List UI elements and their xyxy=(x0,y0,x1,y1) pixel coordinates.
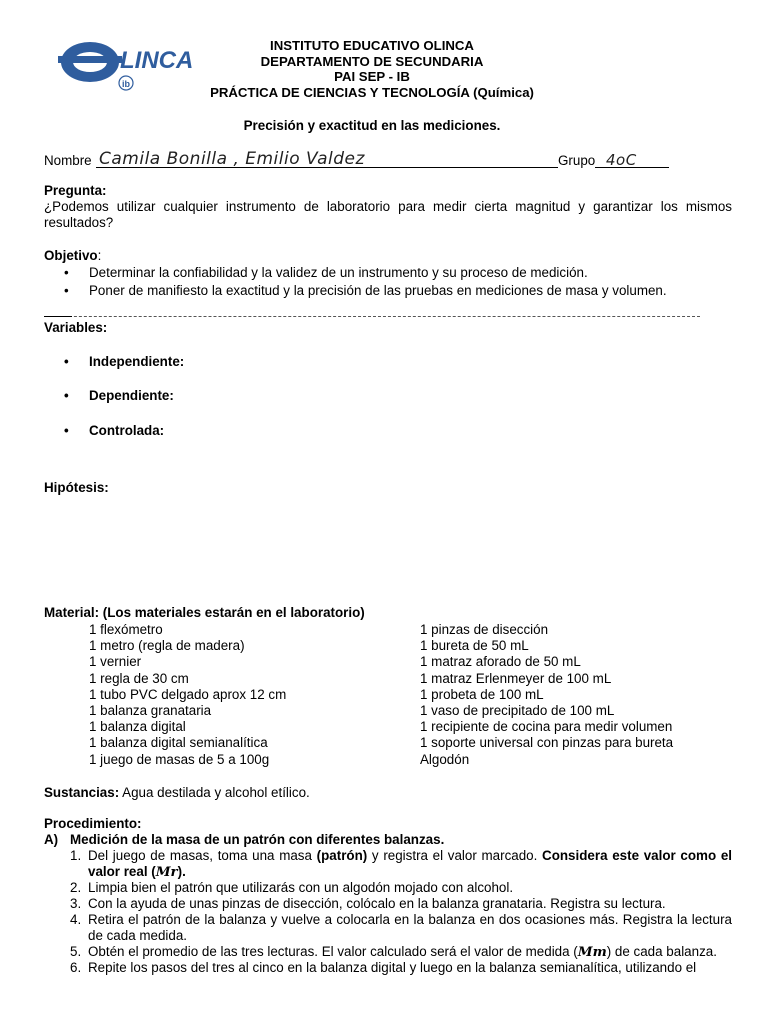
step-number: 4. xyxy=(70,912,82,927)
institute-name: INSTITUTO EDUCATIVO OLINCA xyxy=(270,38,474,53)
procedimiento-step xyxy=(44,880,732,896)
variables-section xyxy=(44,320,732,336)
variable-controlada-row xyxy=(44,422,732,440)
material-item: 1 recipiente de cocina para medir volumen xyxy=(420,719,673,735)
nombre-handwritten: Camila Bonilla , Emilio Valdez xyxy=(99,149,365,169)
grupo-handwritten: 4oC xyxy=(606,151,637,169)
material-item: 1 regla de 30 cm xyxy=(89,670,189,686)
material-item: 1 balanza digital xyxy=(89,719,186,735)
material-list-right xyxy=(420,622,740,768)
material-item: 1 bureta de 50 mL xyxy=(420,638,529,654)
material-item: 1 balanza digital semianalítica xyxy=(89,735,268,751)
variable-dependiente-row xyxy=(44,387,732,405)
pregunta-section xyxy=(44,183,732,231)
step-text-bold: Considera este valor como el valor real ( xyxy=(88,848,732,879)
step-number: 2. xyxy=(70,880,82,895)
step-symbol: Mm xyxy=(577,944,607,960)
sustancias-text: Agua destilada y alcohol etílico. xyxy=(119,785,310,800)
material-item: 1 vaso de precipitado de 100 mL xyxy=(420,703,615,719)
step-text-bold: (patrón) xyxy=(316,848,368,863)
document-header xyxy=(180,38,564,100)
program-name: PAI SEP - IB xyxy=(334,69,410,84)
step-number: 3. xyxy=(70,896,82,911)
step-text: Del juego de masas, toma una masa xyxy=(88,848,317,863)
procedimiento-step xyxy=(44,912,732,944)
material-item: 1 balanza granataria xyxy=(89,703,212,719)
procedimiento-section-a xyxy=(44,832,732,848)
hipotesis-heading: Hipótesis: xyxy=(44,480,109,495)
step-number: 1. xyxy=(70,848,82,863)
variable-dependiente: • Dependiente: xyxy=(44,387,732,405)
material-item: 1 juego de masas de 5 a 100g xyxy=(89,751,270,767)
logo-text: LINCA xyxy=(120,47,194,74)
step-text: ) de cada balanza. xyxy=(606,944,717,959)
document-title: Precisión y exactitud en las mediciones. xyxy=(243,118,501,133)
procedimiento-step xyxy=(44,848,732,880)
material-item: 1 flexómetro xyxy=(89,622,163,637)
variable-controlada: • Controlada: xyxy=(44,422,732,440)
variables-heading: Variables: xyxy=(44,320,108,335)
procedimiento-heading: Procedimiento: xyxy=(44,816,142,831)
material-item: Algodón xyxy=(420,751,470,767)
procedimiento-section xyxy=(44,816,732,976)
procedimiento-step xyxy=(44,896,732,912)
material-item: 1 tubo PVC delgado aprox 12 cm xyxy=(89,686,287,702)
step-number: 5. xyxy=(70,944,82,959)
material-item: 1 soporte universal con pinzas para bureta xyxy=(420,735,674,751)
objetivo-heading: Objetivo xyxy=(44,248,98,263)
name-group-row xyxy=(44,144,724,172)
step-text: y registra el valor marcado. xyxy=(367,848,543,863)
section-title: Medición de la masa de un patrón con diferentes balanzas. xyxy=(70,832,445,847)
objetivo-item: • Determinar la confiabilidad y la validez de un instrumento y su proceso de medición. xyxy=(44,264,732,282)
practice-name: PRÁCTICA DE CIENCIAS Y TECNOLOGÍA (Química) xyxy=(210,84,534,100)
variable-independiente: • Independiente: xyxy=(44,353,732,371)
step-text: Limpia bien el patrón que utilizarás con un algodón mojado con alcohol. xyxy=(88,880,514,895)
step-symbol: Mr xyxy=(155,864,178,880)
objetivo-colon: : xyxy=(97,248,102,263)
procedimiento-step xyxy=(44,944,732,960)
material-item: 1 metro (regla de madera) xyxy=(89,638,245,654)
variable-independiente-row xyxy=(44,353,732,371)
section-letter: A) xyxy=(44,832,59,847)
department-name: DEPARTAMENTO DE SECUNDARIA xyxy=(260,53,484,69)
step-text: Retira el patrón de la balanza y vuelve a colocarla en la balanza en dos ocasiones más. Registra la lectura de cada medida. xyxy=(88,912,732,943)
divider-line-solid xyxy=(44,316,72,317)
material-item: 1 vernier xyxy=(89,654,142,670)
pregunta-heading: Pregunta: xyxy=(44,183,107,198)
step-text-bold: ). xyxy=(177,864,186,879)
material-item: 1 matraz aforado de 50 mL xyxy=(420,654,581,670)
step-text: Con la ayuda de unas pinzas de disección, colócalo en la balanza granataria. Registra su lectura. xyxy=(88,896,666,911)
objetivo-section xyxy=(44,248,732,300)
step-number: 6. xyxy=(70,960,82,975)
material-list-left xyxy=(89,622,409,768)
procedimiento-step xyxy=(44,960,732,976)
logo-badge: ib xyxy=(122,79,130,89)
pregunta-text: ¿Podemos utilizar cualquier instrumento de laboratorio para medir cierta magnitud y garantizar los mismos resultados? xyxy=(44,199,732,230)
material-item: 1 matraz Erlenmeyer de 100 mL xyxy=(420,670,612,686)
school-logo xyxy=(56,36,194,96)
sustancias-row xyxy=(44,785,732,801)
objetivo-item: • Poner de manifiesto la exactitud y la precisión de las pruebas en mediciones de masa y volumen. xyxy=(44,282,732,300)
grupo-label: Grupo xyxy=(558,153,596,168)
material-item: 1 probeta de 100 mL xyxy=(420,686,544,702)
step-text: Obtén el promedio de las tres lecturas. El valor calculado será el valor de medida ( xyxy=(88,944,578,959)
divider-line xyxy=(44,316,700,317)
nombre-label: Nombre xyxy=(44,153,92,168)
material-item: 1 pinzas de disección xyxy=(420,622,549,637)
material-heading: Material: (Los materiales estarán en el laboratorio) xyxy=(44,605,365,620)
step-text: Repite los pasos del tres al cinco en la balanza digital y luego en la balanza semianalítica, utilizando el xyxy=(88,960,697,975)
sustancias-label: Sustancias: xyxy=(44,785,120,800)
